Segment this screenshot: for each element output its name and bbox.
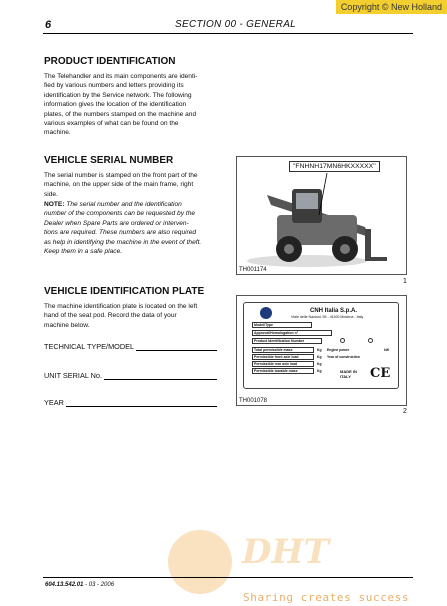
new-holland-logo-icon: [260, 307, 272, 319]
vehicle-serial-text: The serial number is stamped on the front part of the machine, on the upper side of the main frame, right side.: [44, 172, 198, 198]
section-title: SECTION 00 - GENERAL: [175, 19, 297, 30]
plate-company: CNH Italia S.p.A.: [310, 308, 358, 314]
figure-1-number: 1: [403, 278, 407, 285]
plate-engine-power: Engine power: [327, 348, 350, 352]
plate-row-towable-mass: Permissible towable mass: [252, 368, 314, 374]
figure-1-code: TH001174: [239, 267, 267, 273]
product-identification-heading: PRODUCT IDENTIFICATION: [44, 56, 176, 67]
vehicle-serial-heading: VEHICLE SERIAL NUMBER: [44, 155, 174, 166]
ce-mark: CE: [370, 366, 391, 381]
plate-unit-kg: Kg: [317, 362, 322, 366]
figure-2-number: 2: [403, 408, 407, 415]
plate-row-model: Model/Type: [252, 322, 312, 328]
year-label: YEAR: [44, 398, 64, 407]
identification-plate-text: The machine identification plate is located on the left hand of the seat pod. Record the data of your machine below.: [44, 303, 198, 329]
unit-serial-field[interactable]: [44, 371, 217, 380]
page-number: 6: [45, 19, 52, 31]
figure-2-code: TH001078: [239, 398, 268, 404]
plate-marker-icon: [340, 338, 345, 343]
footer-rule: [43, 577, 413, 578]
footer: [45, 582, 114, 588]
figure-1-frame: [236, 156, 407, 275]
technical-type-field[interactable]: [44, 342, 217, 351]
header-rule: [43, 33, 413, 34]
plate-row-pin: Product Identification Number: [252, 338, 322, 344]
plate-unit-kg: Kg: [317, 369, 322, 373]
plate-row-front-axle: Permissible front axle load: [252, 354, 314, 360]
plate-address: Viale delle Nazioni, 55 - 41100 Modena - Italy: [291, 315, 364, 319]
identification-plate-heading: VEHICLE IDENTIFICATION PLATE: [44, 286, 205, 297]
watermark-text: DHT: [242, 532, 329, 572]
footer-code: 604.13.542.01: [45, 582, 84, 588]
copyright-badge: Copyright © New Holland: [336, 0, 447, 14]
plate-unit-kg: Kg: [317, 355, 322, 359]
footer-date: - 03 - 2006: [85, 582, 115, 588]
telehandler-image: [237, 157, 406, 274]
plate-row-rear-axle: Permissible rear axle load: [252, 361, 314, 367]
plate-marker-icon: [368, 338, 373, 343]
vehicle-serial-note: NOTE: The serial number and the identification number of the components can be requested by the Dealer when Spare Parts are ordered or interven- tions are required. These numbers are also required as help in identifying the machine in the event of theft. Keep them in a safe place.: [44, 201, 202, 256]
plate-row-total-mass: Total permissible mass: [252, 347, 314, 353]
identification-plate: [243, 302, 399, 389]
note-label: NOTE:: [44, 201, 65, 208]
plate-row-approval: Approval/Homologation n°: [252, 330, 332, 336]
plate-unit-kg: Kg: [317, 348, 322, 352]
serial-callout: "FNHNH17MN6HKXXXXX": [289, 161, 380, 172]
watermark-slogan: Sharing creates success: [243, 591, 410, 604]
year-field[interactable]: [44, 398, 217, 407]
product-identification-text: The Telehandler and its main components are identi- fied by various numbers and letters providing its identification by the Service network. The following information gives the location of the identification plates, of the numbers stamped on the machine and various examples of what can be found on the machine.: [44, 73, 198, 137]
plate-made-in: MADE IN ITALY: [340, 369, 357, 379]
plate-unit-kw: kW: [384, 348, 390, 352]
technical-type-label: TECHNICAL TYPE/MODEL: [44, 342, 135, 351]
plate-year-of-construction: Year of construction: [327, 355, 360, 359]
unit-serial-label: UNIT SERIAL No.: [44, 371, 102, 380]
watermark-logo-icon: [168, 530, 232, 594]
